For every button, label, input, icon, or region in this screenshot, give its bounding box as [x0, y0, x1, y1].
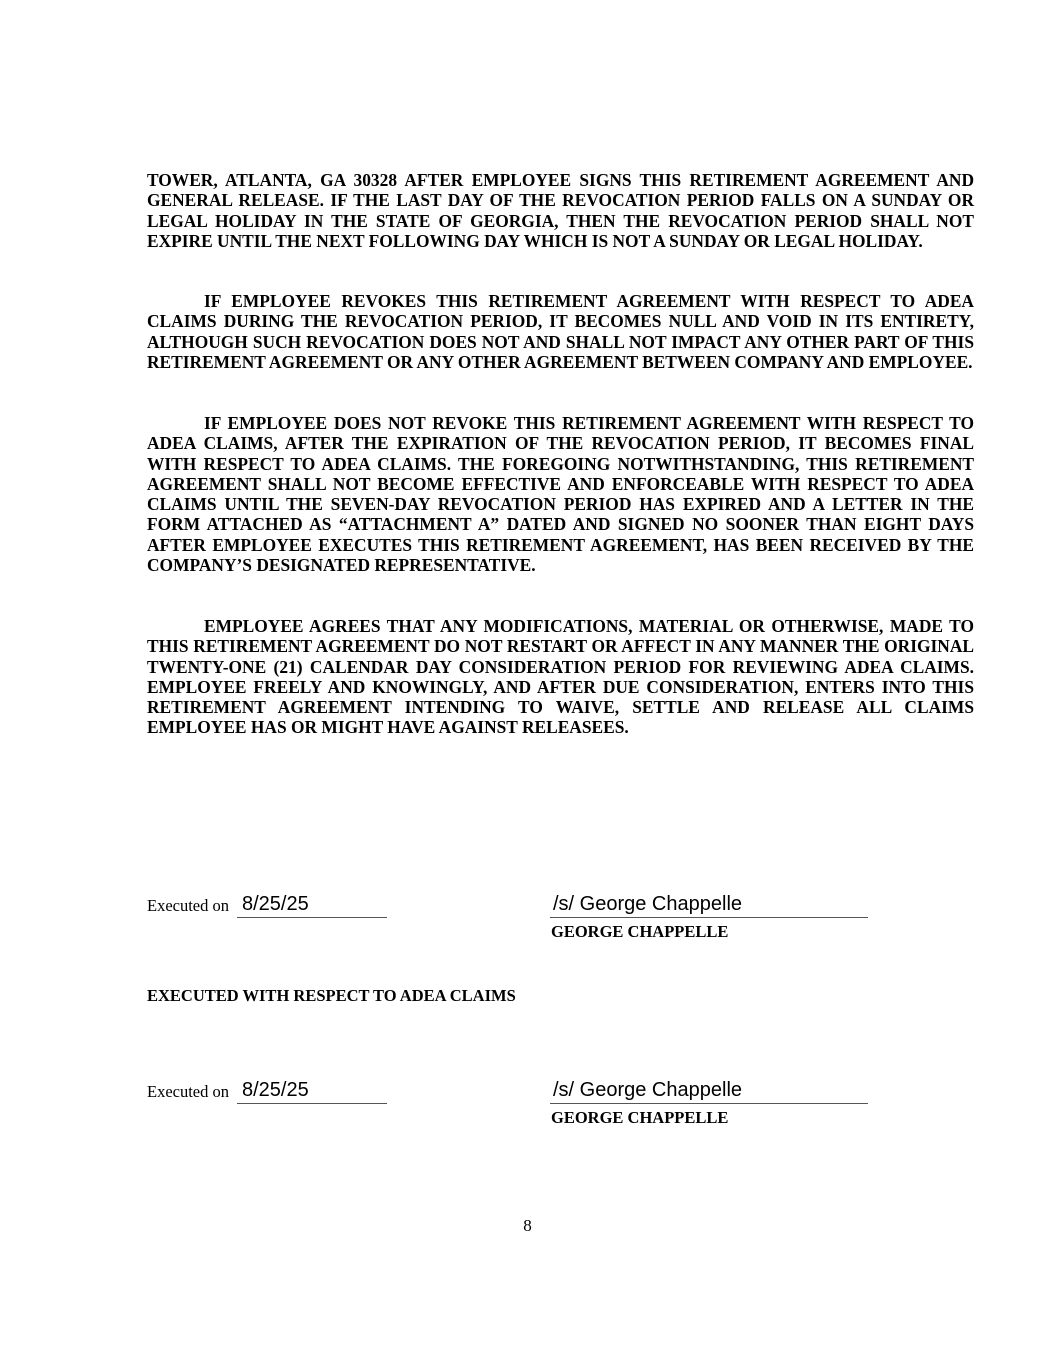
- paragraph-modifications: EMPLOYEE AGREES THAT ANY MODIFICATIONS, MATERIAL OR OTHERWISE, MADE TO THIS RETIREMENT AGREEMENT DO NOT RESTART OR AFFECT IN ANY MANNER THE ORIGINAL TWENTY-ONE (21) CALENDAR DAY CONSIDERATION PERIOD FOR REVIEWING ADEA CLAIMS. EMPLOYEE FREELY AND KNOWINGLY, AND AFTER DUE CONSIDERATION, ENTERS INTO THIS RETIREMENT AGREEMENT INTENDING TO WAIVE, SETTLE AND RELEASE ALL CLAIMS EMPLOYEE HAS OR MIGHT HAVE AGAINST RELEASEES.: [147, 616, 974, 738]
- adea-execution-heading: EXECUTED WITH RESPECT TO ADEA CLAIMS: [147, 986, 516, 1005]
- execution-date-field: 8/25/25: [237, 892, 387, 918]
- execution-date-field: 8/25/25: [237, 1078, 387, 1104]
- paragraph-revocation-effect: IF EMPLOYEE REVOKES THIS RETIREMENT AGREEMENT WITH RESPECT TO ADEA CLAIMS DURING THE REVOCATION PERIOD, IT BECOMES NULL AND VOID IN ITS ENTIRETY, ALTHOUGH SUCH REVOCATION DOES NOT AND SHALL NOT IMPACT ANY OTHER PART OF THIS RETIREMENT AGREEMENT OR ANY OTHER AGREEMENT BETWEEN COMPANY AND EMPLOYEE.: [147, 291, 974, 372]
- execution-block-1: [147, 884, 907, 924]
- paragraph-agreement-final: IF EMPLOYEE DOES NOT REVOKE THIS RETIREMENT AGREEMENT WITH RESPECT TO ADEA CLAIMS, AFTER THE EXPIRATION OF THE REVOCATION PERIOD, IT BECOMES FINAL WITH RESPECT TO ADEA CLAIMS. THE FOREGOING NOTWITHSTANDING, THIS RETIREMENT AGREEMENT SHALL NOT BECOME EFFECTIVE AND ENFORCEABLE WITH RESPECT TO ADEA CLAIMS UNTIL THE SEVEN-DAY REVOCATION PERIOD HAS EXPIRED AND A LETTER IN THE FORM ATTACHED AS “ATTACHMENT A” DATED AND SIGNED NO SOONER THAN EIGHT DAYS AFTER EMPLOYEE EXECUTES THIS RETIREMENT AGREEMENT, HAS BEEN RECEIVED BY THE COMPANY’S DESIGNATED REPRESENTATIVE.: [147, 413, 974, 576]
- executed-on-label: Executed on: [147, 896, 230, 915]
- signature-field: /s/ George Chappelle: [550, 892, 868, 918]
- signatory-name: GEORGE CHAPPELLE: [551, 922, 729, 941]
- page-number: 8: [523, 1216, 532, 1235]
- execution-block-2: [147, 1070, 907, 1110]
- signature-field: /s/ George Chappelle: [550, 1078, 868, 1104]
- executed-on-label: Executed on: [147, 1082, 230, 1101]
- paragraph-revocation-deadline: TOWER, ATLANTA, GA 30328 AFTER EMPLOYEE SIGNS THIS RETIREMENT AGREEMENT AND GENERAL RELEASE. IF THE LAST DAY OF THE REVOCATION PERIOD FALLS ON A SUNDAY OR LEGAL HOLIDAY IN THE STATE OF GEORGIA, THEN THE REVOCATION PERIOD SHALL NOT EXPIRE UNTIL THE NEXT FOLLOWING DAY WHICH IS NOT A SUNDAY OR LEGAL HOLIDAY.: [147, 170, 974, 251]
- signatory-name: GEORGE CHAPPELLE: [551, 1108, 729, 1127]
